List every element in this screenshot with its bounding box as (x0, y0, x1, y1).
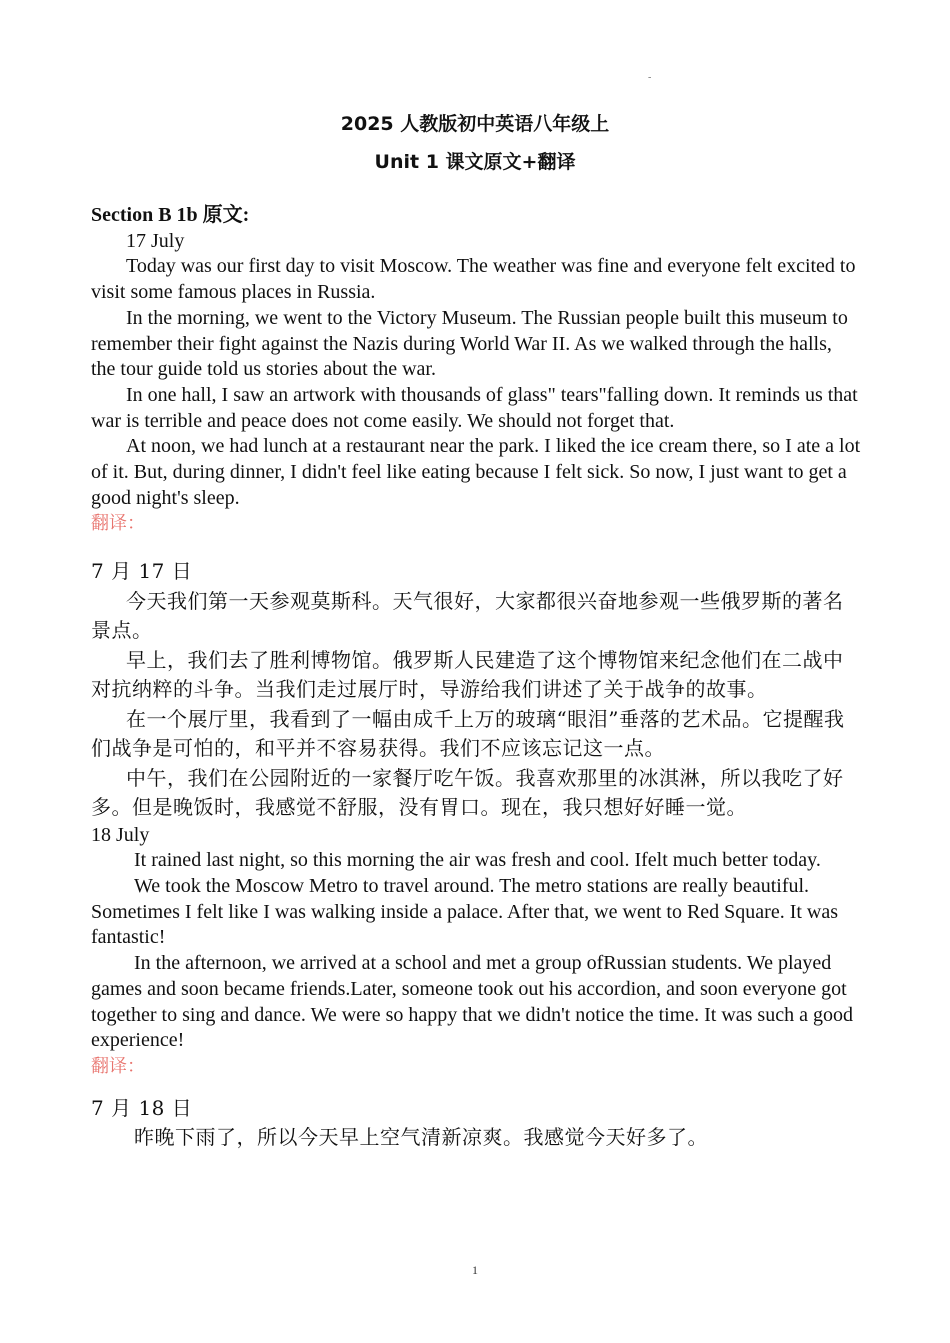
translation-label: 翻译： (91, 513, 145, 534)
document-body (91, 203, 861, 1153)
day2-paragraph: In the afternoon, we arrived at a school and met a group ofRussian students. We played games and soon became friends.Later, someone took out his accordion, and soon everyone got together to sing and dance. We were so happy that we didn't notice the time. It was such a good experience! (91, 952, 853, 1052)
day1-paragraph: In the morning, we went to the Victory Museum. The Russian people built this museum to remember their fight against the Nazis during World War II. As we walked through the halls, the tour guide told us stories about the war. (91, 306, 848, 381)
day1-zh-paragraph: 在一个展厅里，我看到了一幅由成千上万的玻璃“眼泪”垂落的艺术品。它提醒我们战争是可怕的，和平并不容易获得。我们不应该忘记这一点。 (91, 706, 845, 761)
page-number: 1 (472, 1263, 478, 1277)
day1-paragraph: At noon, we had lunch at a restaurant near the park. I liked the ice cream there, so I ate a lot of it. But, during dinner, I didn't feel like eating because I felt sick. So now, I just want to get a good night's sleep. (91, 435, 861, 509)
day2-paragraph: We took the Moscow Metro to travel around. The metro stations are really beautiful. Sometimes I felt like I was walking inside a palace. After that, we went to Red Square. It was fantastic! (91, 875, 839, 949)
day1-paragraph: In one hall, I saw an artwork with thousands of glass" tears"falling down. It reminds us that war is terrible and peace does not come easily. We should not forget that. (91, 383, 858, 432)
translation-label: 翻译： (91, 1055, 145, 1076)
day1-zh-paragraph: 早上，我们去了胜利博物馆。俄罗斯人民建造了这个博物馆来纪念他们在二战中对抗纳粹的斗争。当我们走过展厅时，导游给我们讲述了关于战争的故事。 (91, 647, 844, 702)
day1-zh-date: 7 月 17 日 (91, 559, 193, 584)
section-heading: Section B 1b 原文: (91, 204, 250, 226)
day2-zh-date: 7 月 18 日 (91, 1095, 193, 1120)
day1-zh-paragraph: 中午，我们在公园附近的一家餐厅吃午饭。我喜欢那里的冰淇淋，所以我吃了好多。但是晚饭时，我感觉不舒服，没有胃口。现在，我只想好好睡一觉。 (91, 765, 844, 820)
header-mark: - (648, 72, 652, 83)
day1-date: 17 July (126, 229, 185, 252)
day1-paragraph: Today was our first day to visit Moscow. The weather was fine and everyone felt excited to visit some famous places in Russia. (91, 255, 856, 304)
spacer (91, 537, 861, 557)
document-title: 2025 人教版初中英语八年级上 (340, 113, 610, 135)
day2-date: 18 July (91, 823, 150, 846)
day2-zh-paragraph: 昨晚下雨了，所以今天早上空气清新凉爽。我感觉今天好多了。 (134, 1125, 708, 1150)
document-subtitle: Unit 1 课文原文+翻译 (374, 151, 576, 173)
day2-paragraph: It rained last night, so this morning the air was fresh and cool. Ifelt much better today. (134, 849, 821, 872)
day1-zh-paragraph: 今天我们第一天参观莫斯科。天气很好，大家都很兴奋地参观一些俄罗斯的著名景点。 (91, 588, 844, 643)
spacer (91, 1080, 861, 1094)
